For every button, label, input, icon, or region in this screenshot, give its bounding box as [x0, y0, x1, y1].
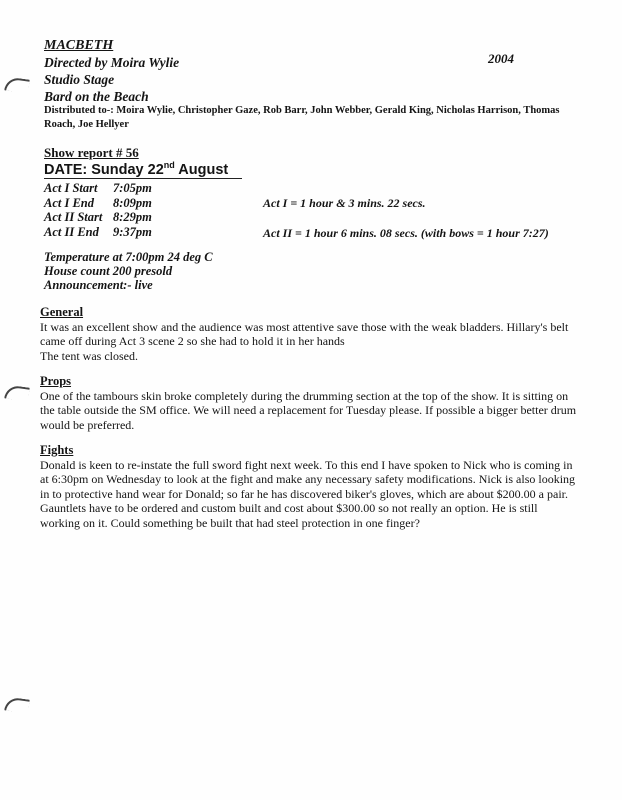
act2-duration: Act II = 1 hour 6 mins. 08 secs. (with bows = 1 hour 7:27): [263, 226, 549, 240]
act-times: [44, 181, 152, 239]
general-paragraph: The tent was closed.: [40, 348, 138, 363]
report-year: 2004: [488, 51, 514, 66]
time-value: 8:29pm: [113, 210, 152, 224]
time-value: 7:05pm: [113, 181, 152, 195]
time-label: Act II End: [44, 224, 99, 239]
props-body: [40, 389, 580, 432]
time-label: Act I End: [44, 195, 95, 210]
temperature: Temperature at 7:00pm 24 deg C: [44, 250, 213, 264]
time-row: [44, 196, 152, 211]
general-heading: General: [40, 305, 84, 319]
time-row: [44, 225, 152, 240]
general-body: [40, 320, 580, 363]
fights-paragraph: Donald is keen to re-instate the full sword fight next week. To this end I have spoken to Nick who is coming in at 6:30pm on Wednesday to look at the fight and make any necessary safety modifications. Nick is also looking in to protective hand wear for Donald; so far he has discovered biker's gloves, which are about $200.00 a pair. Gauntlets have to be ordered and custom built and cost about $300.00 so not really an option. He is still working on it. Could something be built that had steel protection in one finger?: [40, 458, 576, 530]
date-month: August: [174, 162, 229, 178]
report-number: Show report # 56: [44, 145, 139, 160]
play-title: MACBETH: [44, 38, 114, 53]
general-paragraph: It was an excellent show and the audience was most attentive save those with the weak bladders. Hillary's belt came off during Act 3 scene 2 so she had to hold it in her hands: [40, 320, 569, 349]
date-prefix: DATE: Sunday 22: [44, 162, 164, 178]
punch-hole-mark: [4, 384, 30, 401]
announcement: Announcement:- live: [44, 278, 153, 292]
venue-line: Studio Stage: [44, 72, 115, 87]
house-count: House count 200 presold: [44, 264, 173, 278]
props-heading: Props: [40, 374, 72, 388]
date-underline: [44, 178, 242, 179]
time-label: Act I Start: [44, 181, 98, 195]
distribution-list: Distributed to-: Moira Wylie, Christopher Gaze, Rob Barr, John Webber, Gerald King, Nicholas Harrison, Thomas Roach, Joe Hellyer: [44, 105, 560, 130]
fights-heading: Fights: [40, 443, 74, 457]
punch-hole-mark: [4, 76, 30, 93]
fights-body: [40, 458, 580, 530]
date-suffix: nd: [163, 160, 175, 170]
act1-duration: Act I = 1 hour & 3 mins. 22 secs.: [263, 196, 426, 210]
company-line: Bard on the Beach: [44, 89, 149, 104]
director-line: Directed by Moira Wylie: [44, 55, 180, 70]
time-row: [44, 181, 152, 196]
report-date: [44, 160, 228, 178]
time-value: 9:37pm: [113, 224, 152, 239]
props-paragraph: One of the tambours skin broke completely during the drumming section at the top of the show. It is sitting on the table outside the SM office. We will need a replacement for Tuesday please. If possible a bigger better drum would be preferred.: [40, 389, 577, 432]
time-row: [44, 210, 152, 225]
punch-hole-mark: [4, 696, 30, 713]
time-label: Act II Start: [44, 210, 103, 224]
time-value: 8:09pm: [113, 195, 152, 210]
